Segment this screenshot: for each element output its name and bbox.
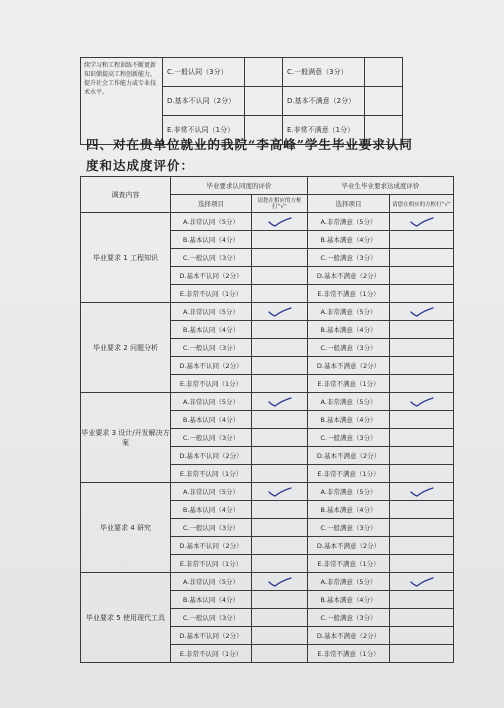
section-heading: 四、对在贵单位就业的我院“李高峰”学生毕业要求认同度和达成度评价： bbox=[86, 137, 413, 173]
satisfaction-option: A.非常满意（5分） bbox=[308, 303, 390, 321]
checkmark-icon bbox=[409, 486, 435, 498]
top-satisfaction-option: C.一般满意（3分） bbox=[283, 58, 365, 87]
top-recognition-option: E.非常不认同（1分） bbox=[163, 116, 245, 145]
recognition-option: B.基本认同（4分） bbox=[171, 321, 252, 339]
satisfaction-check-box[interactable] bbox=[390, 591, 454, 609]
satisfaction-check-box[interactable] bbox=[390, 483, 454, 501]
satisfaction-check-box[interactable] bbox=[390, 501, 454, 519]
checkmark-icon bbox=[267, 396, 293, 408]
recognition-check-box[interactable] bbox=[252, 339, 308, 357]
top-recognition-check[interactable] bbox=[245, 58, 283, 87]
recognition-option: A.非常认同（5分） bbox=[171, 393, 252, 411]
header-select-1: 选择项目 bbox=[171, 195, 252, 213]
recognition-option: A.非常认同（5分） bbox=[171, 483, 252, 501]
satisfaction-check-box[interactable] bbox=[390, 465, 454, 483]
recognition-check-box[interactable] bbox=[252, 483, 308, 501]
recognition-check-box[interactable] bbox=[252, 267, 308, 285]
recognition-option: A.非常认同（5分） bbox=[171, 573, 252, 591]
satisfaction-option: C.一般满意（3分） bbox=[308, 249, 390, 267]
satisfaction-option: B.基本满意（4分） bbox=[308, 411, 390, 429]
table-row bbox=[81, 303, 454, 321]
top-continuation-table bbox=[80, 57, 403, 145]
requirement-label: 毕业要求 2 问题分析 bbox=[81, 303, 171, 393]
satisfaction-option: A.非常满意（5分） bbox=[308, 393, 390, 411]
satisfaction-option: D.基本不满意（2分） bbox=[308, 447, 390, 465]
header-hint-2 bbox=[390, 195, 454, 213]
recognition-check-box[interactable] bbox=[252, 429, 308, 447]
satisfaction-option: E.非常不满意（1分） bbox=[308, 465, 390, 483]
checkmark-icon bbox=[267, 486, 293, 498]
table-row bbox=[81, 573, 454, 591]
recognition-check-box[interactable] bbox=[252, 357, 308, 375]
satisfaction-option: D.基本不满意（2分） bbox=[308, 357, 390, 375]
recognition-option: B.基本认同（4分） bbox=[171, 501, 252, 519]
recognition-option: E.非常不认同（1分） bbox=[171, 285, 252, 303]
satisfaction-check-box[interactable] bbox=[390, 447, 454, 465]
recognition-option: E.非常不认同（1分） bbox=[171, 645, 252, 663]
requirement-label: 毕业要求 3 设计/开发解决方案 bbox=[81, 393, 171, 483]
recognition-option: C.一般认同（3分） bbox=[171, 429, 252, 447]
table-row bbox=[81, 393, 454, 411]
recognition-check-box[interactable] bbox=[252, 303, 308, 321]
recognition-option: D.基本不认同（2分） bbox=[171, 357, 252, 375]
table-row bbox=[81, 483, 454, 501]
satisfaction-option: C.一般满意（3分） bbox=[308, 429, 390, 447]
satisfaction-option: A.非常满意（5分） bbox=[308, 573, 390, 591]
satisfaction-option: C.一般满意（3分） bbox=[308, 519, 390, 537]
satisfaction-option: B.基本满意（4分） bbox=[308, 591, 390, 609]
recognition-check-box[interactable] bbox=[252, 591, 308, 609]
recognition-check-box[interactable] bbox=[252, 393, 308, 411]
checkmark-icon bbox=[267, 576, 293, 588]
top-satisfaction-option: E.非常不满意（1分） bbox=[283, 116, 365, 145]
recognition-option: D.基本不认同（2分） bbox=[171, 537, 252, 555]
satisfaction-check-box[interactable] bbox=[390, 537, 454, 555]
recognition-check-box[interactable] bbox=[252, 231, 308, 249]
recognition-check-box[interactable] bbox=[252, 555, 308, 573]
recognition-option: B.基本认同（4分） bbox=[171, 591, 252, 609]
satisfaction-check-box[interactable] bbox=[390, 429, 454, 447]
recognition-check-box[interactable] bbox=[252, 627, 308, 645]
recognition-option: B.基本认同（4分） bbox=[171, 411, 252, 429]
recognition-option: C.一般认同（3分） bbox=[171, 339, 252, 357]
satisfaction-check-box[interactable] bbox=[390, 231, 454, 249]
recognition-check-box[interactable] bbox=[252, 501, 308, 519]
recognition-check-box[interactable] bbox=[252, 447, 308, 465]
satisfaction-check-box[interactable] bbox=[390, 375, 454, 393]
checkmark-icon bbox=[267, 306, 293, 318]
recognition-check-box[interactable] bbox=[252, 375, 308, 393]
top-satisfaction-check[interactable] bbox=[365, 87, 403, 116]
satisfaction-check-box[interactable] bbox=[390, 303, 454, 321]
recognition-option: C.一般认同（3分） bbox=[171, 249, 252, 267]
satisfaction-option: E.非常不满意（1分） bbox=[308, 645, 390, 663]
checkmark-icon bbox=[409, 216, 435, 228]
recognition-option: E.非常不认同（1分） bbox=[171, 555, 252, 573]
header-satisfaction: 毕业生毕业要求达成度评价 bbox=[308, 177, 454, 195]
satisfaction-option: A.非常满意（5分） bbox=[308, 213, 390, 231]
recognition-check-box[interactable] bbox=[252, 537, 308, 555]
recognition-option: B.基本认同（4分） bbox=[171, 231, 252, 249]
recognition-check-box[interactable] bbox=[252, 411, 308, 429]
satisfaction-option: C.一般满意（3分） bbox=[308, 339, 390, 357]
satisfaction-option: D.基本不满意（2分） bbox=[308, 537, 390, 555]
satisfaction-option: D.基本不满意（2分） bbox=[308, 627, 390, 645]
recognition-check-box[interactable] bbox=[252, 465, 308, 483]
table-row bbox=[81, 213, 454, 231]
satisfaction-option: B.基本满意（4分） bbox=[308, 321, 390, 339]
satisfaction-check-box[interactable] bbox=[390, 645, 454, 663]
recognition-check-box[interactable] bbox=[252, 573, 308, 591]
recognition-option: D.基本不认同（2分） bbox=[171, 267, 252, 285]
top-row bbox=[81, 58, 403, 87]
recognition-option: E.非常不认同（1分） bbox=[171, 465, 252, 483]
header-survey-content: 调查内容 bbox=[81, 177, 171, 213]
recognition-check-box[interactable] bbox=[252, 285, 308, 303]
recognition-check-box[interactable] bbox=[252, 213, 308, 231]
satisfaction-check-box[interactable] bbox=[390, 339, 454, 357]
recognition-option: C.一般认同（3分） bbox=[171, 519, 252, 537]
recognition-option: D.基本不认同（2分） bbox=[171, 447, 252, 465]
checkmark-icon bbox=[409, 396, 435, 408]
satisfaction-check-box[interactable] bbox=[390, 285, 454, 303]
header-select-2: 选择项目 bbox=[308, 195, 390, 213]
top-satisfaction-option: D.基本不满意（2分） bbox=[283, 87, 365, 116]
satisfaction-check-box[interactable] bbox=[390, 213, 454, 231]
satisfaction-check-box[interactable] bbox=[390, 321, 454, 339]
recognition-check-box[interactable] bbox=[252, 249, 308, 267]
checkmark-icon bbox=[409, 306, 435, 318]
recognition-option: E.非常不认同（1分） bbox=[171, 375, 252, 393]
satisfaction-option: A.非常满意（5分） bbox=[308, 483, 390, 501]
satisfaction-check-box[interactable] bbox=[390, 609, 454, 627]
requirements-evaluation-table bbox=[80, 176, 454, 663]
header-hint-1 bbox=[252, 195, 308, 213]
satisfaction-option: C.一般满意（3分） bbox=[308, 609, 390, 627]
satisfaction-option: E.非常不满意（1分） bbox=[308, 555, 390, 573]
satisfaction-check-box[interactable] bbox=[390, 357, 454, 375]
satisfaction-option: B.基本满意（4分） bbox=[308, 231, 390, 249]
recognition-check-box[interactable] bbox=[252, 519, 308, 537]
recognition-check-box[interactable] bbox=[252, 645, 308, 663]
recognition-option: C.一般认同（3分） bbox=[171, 609, 252, 627]
header-hint-2-text: 请您在相应的方框打“√” bbox=[392, 201, 451, 208]
satisfaction-check-box[interactable] bbox=[390, 627, 454, 645]
top-recognition-check[interactable] bbox=[245, 87, 283, 116]
requirement-label: 毕业要求 5 使用现代工具 bbox=[81, 573, 171, 663]
satisfaction-check-box[interactable] bbox=[390, 393, 454, 411]
satisfaction-option: E.非常不满意（1分） bbox=[308, 285, 390, 303]
requirement-label: 毕业要求 1 工程知识 bbox=[81, 213, 171, 303]
recognition-check-box[interactable] bbox=[252, 609, 308, 627]
satisfaction-check-box[interactable] bbox=[390, 519, 454, 537]
recognition-option: D.基本不认同（2分） bbox=[171, 627, 252, 645]
top-recognition-option: C.一般认同（3分） bbox=[163, 58, 245, 87]
recognition-option: A.非常认同（5分） bbox=[171, 213, 252, 231]
satisfaction-check-box[interactable] bbox=[390, 411, 454, 429]
requirement-label: 毕业要求 4 研究 bbox=[81, 483, 171, 573]
satisfaction-option: D.基本不满意（2分） bbox=[308, 267, 390, 285]
checkmark-icon bbox=[409, 576, 435, 588]
satisfaction-check-box[interactable] bbox=[390, 573, 454, 591]
top-satisfaction-check[interactable] bbox=[365, 58, 403, 87]
recognition-check-box[interactable] bbox=[252, 321, 308, 339]
satisfaction-check-box[interactable] bbox=[390, 555, 454, 573]
satisfaction-check-box[interactable] bbox=[390, 249, 454, 267]
header-recognition: 毕业要求认同度的评价 bbox=[171, 177, 308, 195]
recognition-option: A.非常认同（5分） bbox=[171, 303, 252, 321]
header-hint-1-text: 请您在相应的方框打“√” bbox=[257, 197, 302, 210]
header-row-1 bbox=[81, 177, 454, 195]
checkmark-icon bbox=[267, 216, 293, 228]
satisfaction-check-box[interactable] bbox=[390, 267, 454, 285]
top-recognition-option: D.基本不认同（2分） bbox=[163, 87, 245, 116]
top-description: 续学习和工程训练不断更新知识储提高工程创新能力，提升社会工作能力或专业技术水平。 bbox=[81, 58, 163, 145]
satisfaction-option: B.基本满意（4分） bbox=[308, 501, 390, 519]
satisfaction-option: E.非常不满意（1分） bbox=[308, 375, 390, 393]
